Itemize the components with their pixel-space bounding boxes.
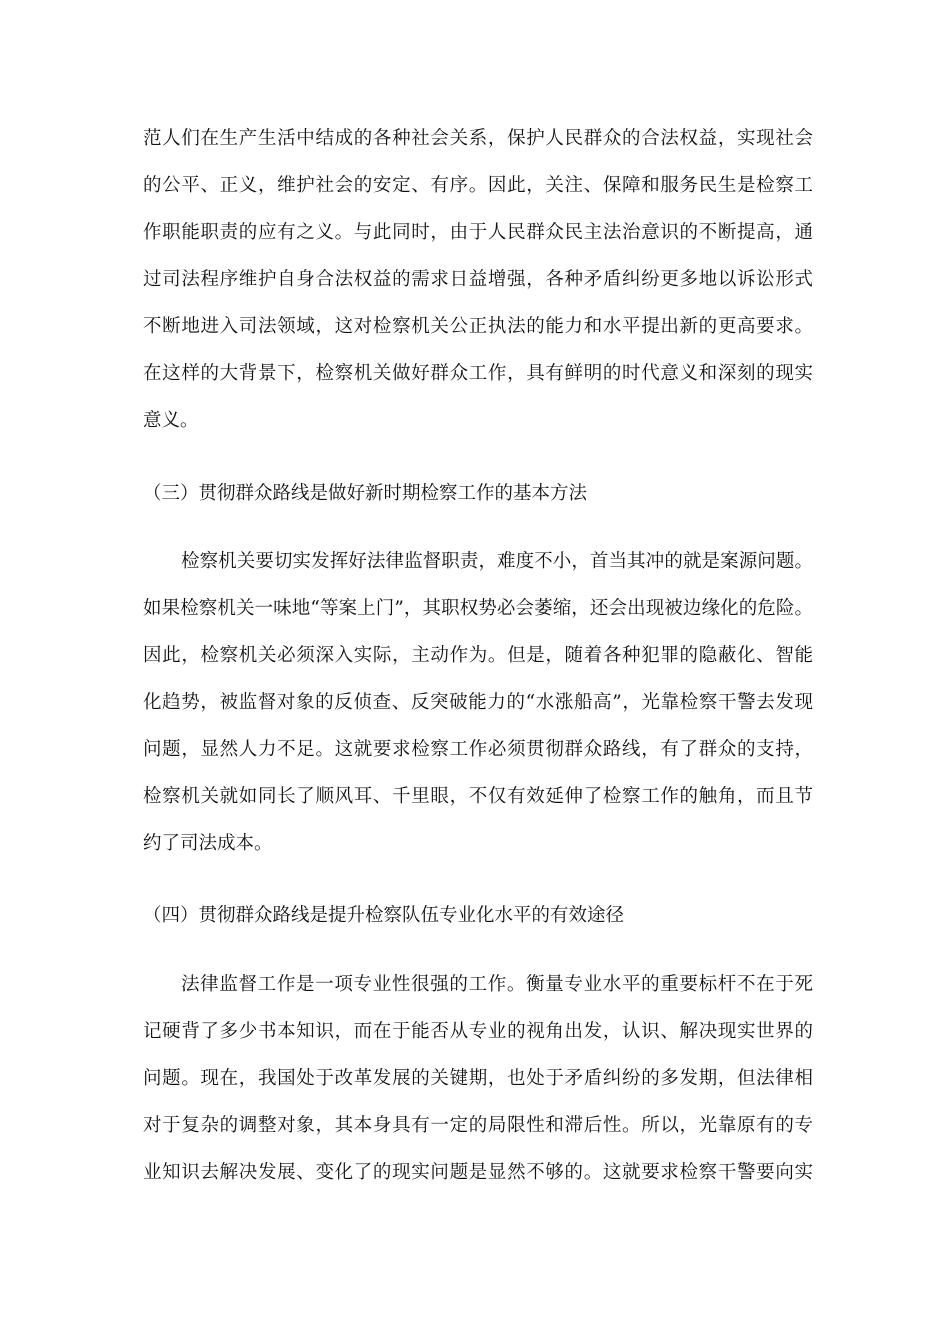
paragraph-line: 业知识去解决发展、变化了的现实问题是显然不够的。这就要求检察干警要向实	[143, 1162, 813, 1183]
paragraph-line: 因此，检察机关必须深入实际，主动作为。但是，随着各种犯罪的隐蔽化、智能	[143, 645, 813, 666]
paragraph-line: 作职能职责的应有之义。与此同时，由于人民群众民主法治意识的不断提高，通	[143, 222, 813, 243]
paragraph-line: 如果检察机关一味地“等案上门”，其职权势必会萎缩，还会出现被边缘化的危险。	[143, 598, 813, 619]
paragraph-line: 对于复杂的调整对象，其本身具有一定的局限性和滞后性。所以，光靠原有的专	[143, 1115, 813, 1136]
paragraph-line: 法律监督工作是一项专业性很强的工作。衡量专业水平的重要标杆不在于死	[181, 974, 813, 995]
paragraph-line: 范人们在生产生活中结成的各种社会关系，保护人民群众的合法权益，实现社会	[143, 128, 813, 149]
section-heading-3: （三）贯彻群众路线是做好新时期检察工作的基本方法	[143, 483, 588, 504]
section-heading-4: （四）贯彻群众路线是提升检察队伍专业化水平的有效途径	[143, 905, 625, 926]
paragraph-line: 检察机关就如同长了顺风耳、千里眼，不仅有效延伸了检察工作的触角，而且节	[143, 786, 813, 807]
paragraph-line: 的公平、正义，维护社会的安定、有序。因此，关注、保障和服务民生是检察工	[143, 175, 813, 196]
paragraph-line: 检察机关要切实发挥好法律监督职责，难度不小，首当其冲的就是案源问题。	[181, 551, 813, 572]
paragraph-line: 记硬背了多少书本知识，而在于能否从专业的视角出发，认识、解决现实世界的	[143, 1021, 813, 1042]
paragraph-line: 在这样的大背景下，检察机关做好群众工作，具有鲜明的时代意义和深刻的现实	[143, 363, 813, 384]
paragraph-line: 约了司法成本。	[143, 833, 273, 854]
paragraph-line: 问题，显然人力不足。这就要求检察工作必须贯彻群众路线，有了群众的支持，	[143, 739, 813, 760]
paragraph-line: 问题。现在，我国处于改革发展的关键期，也处于矛盾纠纷的多发期，但法律相	[143, 1068, 813, 1089]
paragraph-line: 不断地进入司法领域，这对检察机关公正执法的能力和水平提出新的更高要求。	[143, 316, 813, 337]
paragraph-line: 过司法程序维护自身合法权益的需求日益增强，各种矛盾纠纷更多地以诉讼形式	[143, 269, 813, 290]
paragraph-line: 化趋势，被监督对象的反侦查、反突破能力的“水涨船高”，光靠检察干警去发现	[143, 692, 813, 713]
paragraph-line: 意义。	[143, 410, 199, 431]
